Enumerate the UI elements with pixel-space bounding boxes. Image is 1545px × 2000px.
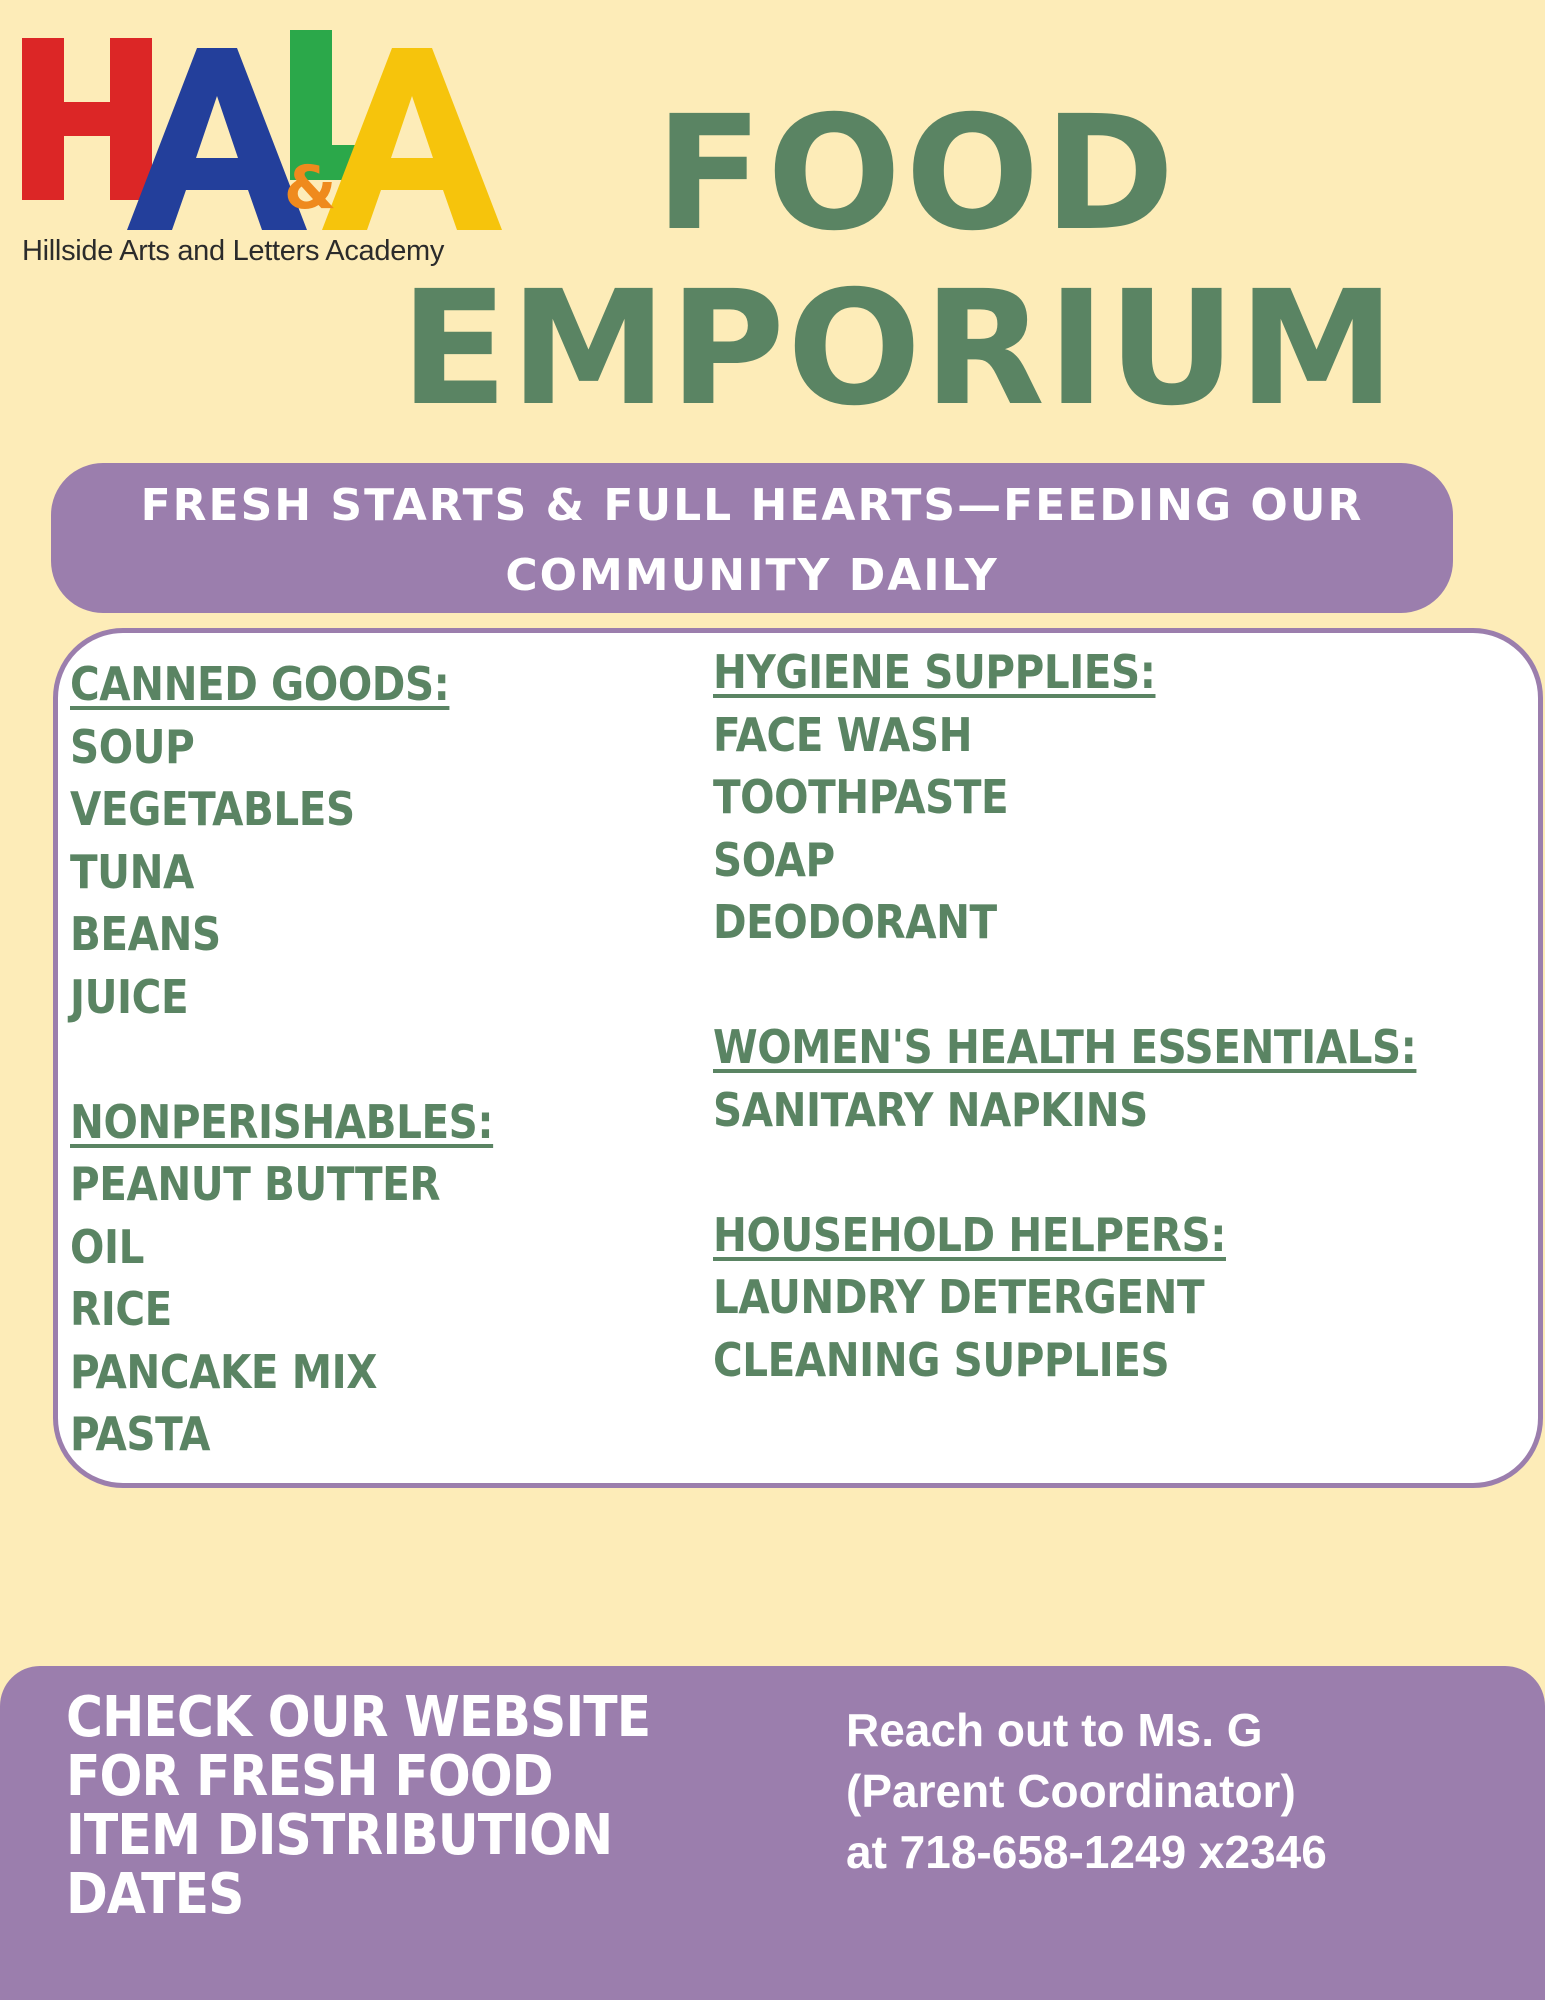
category-heading-canned-goods: CANNED GOODS: — [70, 657, 450, 711]
item-laundry-detergent: LAUNDRY DETERGENT — [713, 1270, 1205, 1324]
item-beans: BEANS — [70, 907, 221, 961]
category-heading-hygiene-supplies: HYGIENE SUPPLIES: — [713, 645, 1156, 699]
item-vegetables: VEGETABLES — [70, 782, 355, 836]
footer-banner — [0, 1666, 1545, 2000]
item-pancake-mix: PANCAKE MIX — [70, 1344, 378, 1399]
items-column-left — [70, 653, 493, 1466]
item-tuna: TUNA — [70, 844, 194, 899]
contact-info — [846, 1700, 1496, 1883]
items-column-right — [713, 641, 1416, 1391]
item-oil: OIL — [70, 1219, 144, 1274]
item-sanitary-napkins: SANITARY NAPKINS — [713, 1082, 1148, 1137]
tagline-banner: FRESH STARTS & FULL HEARTS—FEEDING OUR COMMUNITY DAILY — [51, 463, 1453, 613]
contact-line-phone: at 718-658-1249 x2346 — [846, 1826, 1327, 1878]
logo-ampersand: & — [284, 153, 337, 223]
section-spacer — [70, 1028, 493, 1091]
item-pasta: PASTA — [70, 1407, 211, 1461]
item-deodorant: DEODORANT — [713, 895, 997, 949]
item-soap: SOAP — [713, 832, 835, 887]
logo-letter-a-yellow — [322, 48, 502, 230]
website-notice: CHECK OUR WEBSITE FOR FRESH FOOD ITEM DISTRIBUTION DATES — [66, 1685, 651, 1927]
title-line-1: FOOD — [655, 82, 1179, 266]
category-heading-nonperishables: NONPERISHABLES: — [70, 1094, 494, 1149]
item-cleaning-supplies: CLEANING SUPPLIES — [713, 1332, 1170, 1387]
items-panel — [53, 628, 1543, 1488]
category-heading-womens-health: WOMEN'S HEALTH ESSENTIALS: — [713, 1020, 1417, 1074]
school-name: Hillside Arts and Letters Academy — [22, 235, 445, 267]
logo-letter-a-blue — [127, 48, 307, 230]
title-line-2: EMPORIUM — [400, 257, 1398, 441]
item-face-wash: FACE WASH — [713, 707, 973, 762]
section-spacer — [713, 1141, 1416, 1204]
item-toothpaste: TOOTHPASTE — [713, 770, 1009, 824]
hala-logo-mark — [22, 30, 522, 230]
item-soup: SOUP — [70, 719, 195, 774]
contact-line-name: Reach out to Ms. G — [846, 1704, 1263, 1756]
school-logo — [22, 30, 522, 280]
item-peanut-butter: PEANUT BUTTER — [70, 1157, 441, 1211]
logo-letter-h — [22, 38, 152, 200]
item-rice: RICE — [70, 1282, 172, 1336]
contact-line-role: (Parent Coordinator) — [846, 1765, 1296, 1817]
section-spacer — [713, 954, 1416, 1017]
item-juice: JUICE — [70, 969, 189, 1024]
category-heading-household-helpers: HOUSEHOLD HELPERS: — [713, 1207, 1226, 1262]
